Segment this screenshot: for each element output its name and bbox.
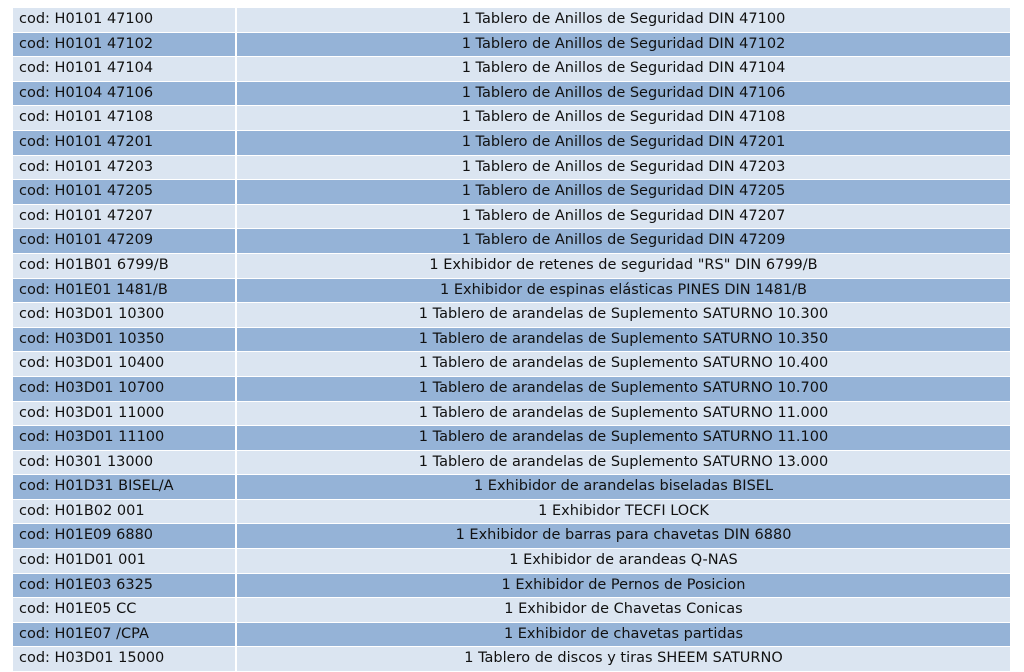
product-code-cell: cod: H03D01 15000 bbox=[13, 647, 236, 672]
product-description-cell: 1 Exhibidor de barras para chavetas DIN 6880 bbox=[236, 524, 1010, 549]
product-code-cell: cod: H01E03 6325 bbox=[13, 573, 236, 598]
table-row bbox=[13, 401, 1010, 426]
product-description-cell: 1 Tablero de Anillos de Seguridad DIN 47100 bbox=[236, 8, 1010, 32]
product-description-cell: 1 Tablero de Anillos de Seguridad DIN 47203 bbox=[236, 155, 1010, 180]
product-code-cell: cod: H01E05 CC bbox=[13, 598, 236, 623]
table-row bbox=[13, 229, 1010, 254]
product-code-cell: cod: H01B02 001 bbox=[13, 499, 236, 524]
product-description-cell: 1 Tablero de arandelas de Suplemento SATURNO 10.350 bbox=[236, 327, 1010, 352]
product-code-cell: cod: H0101 47205 bbox=[13, 180, 236, 205]
product-description-cell: 1 Exhibidor TECFI LOCK bbox=[236, 499, 1010, 524]
table-row bbox=[13, 253, 1010, 278]
product-code-cell: cod: H03D01 10700 bbox=[13, 376, 236, 401]
product-code-cell: cod: H0101 47201 bbox=[13, 130, 236, 155]
table-row bbox=[13, 57, 1010, 82]
product-description-cell: 1 Tablero de arandelas de Suplemento SATURNO 11.100 bbox=[236, 426, 1010, 451]
product-code-cell: cod: H0101 47102 bbox=[13, 32, 236, 57]
table-row bbox=[13, 32, 1010, 57]
product-code-cell: cod: H0101 47100 bbox=[13, 8, 236, 32]
product-description-cell: 1 Tablero de arandelas de Suplemento SATURNO 11.000 bbox=[236, 401, 1010, 426]
product-description-cell: 1 Exhibidor de arandelas biseladas BISEL bbox=[236, 475, 1010, 500]
product-code-cell: cod: H0101 47207 bbox=[13, 204, 236, 229]
table-row bbox=[13, 130, 1010, 155]
table-row bbox=[13, 475, 1010, 500]
product-description-cell: 1 Tablero de Anillos de Seguridad DIN 47102 bbox=[236, 32, 1010, 57]
product-description-cell: 1 Tablero de Anillos de Seguridad DIN 47106 bbox=[236, 81, 1010, 106]
table-row bbox=[13, 450, 1010, 475]
product-description-cell: 1 Exhibidor de chavetas partidas bbox=[236, 622, 1010, 647]
table-row bbox=[13, 598, 1010, 623]
product-description-cell: 1 Tablero de Anillos de Seguridad DIN 47108 bbox=[236, 106, 1010, 131]
product-code-table bbox=[13, 8, 1010, 672]
table-row bbox=[13, 499, 1010, 524]
product-code-cell: cod: H0104 47106 bbox=[13, 81, 236, 106]
table-row bbox=[13, 180, 1010, 205]
product-code-cell: cod: H01D01 001 bbox=[13, 549, 236, 574]
product-description-cell: 1 Exhibidor de arandeas Q-NAS bbox=[236, 549, 1010, 574]
product-code-cell: cod: H03D01 10400 bbox=[13, 352, 236, 377]
product-code-cell: cod: H01E01 1481/B bbox=[13, 278, 236, 303]
product-description-cell: 1 Tablero de arandelas de Suplemento SATURNO 13.000 bbox=[236, 450, 1010, 475]
table-row bbox=[13, 204, 1010, 229]
product-description-cell: 1 Tablero de Anillos de Seguridad DIN 47209 bbox=[236, 229, 1010, 254]
product-code-cell: cod: H01B01 6799/B bbox=[13, 253, 236, 278]
product-code-cell: cod: H0101 47108 bbox=[13, 106, 236, 131]
product-description-cell: 1 Tablero de Anillos de Seguridad DIN 47201 bbox=[236, 130, 1010, 155]
table-row bbox=[13, 647, 1010, 672]
product-code-cell: cod: H03D01 11000 bbox=[13, 401, 236, 426]
table-row bbox=[13, 327, 1010, 352]
table-row bbox=[13, 549, 1010, 574]
table-row bbox=[13, 426, 1010, 451]
product-description-cell: 1 Tablero de Anillos de Seguridad DIN 47205 bbox=[236, 180, 1010, 205]
product-description-cell: 1 Tablero de arandelas de Suplemento SATURNO 10.300 bbox=[236, 303, 1010, 328]
product-code-cell: cod: H01E07 /CPA bbox=[13, 622, 236, 647]
product-description-cell: 1 Tablero de discos y tiras SHEEM SATURNO bbox=[236, 647, 1010, 672]
product-code-cell: cod: H0101 47203 bbox=[13, 155, 236, 180]
table-row bbox=[13, 622, 1010, 647]
product-description-cell: 1 Exhibidor de Pernos de Posicion bbox=[236, 573, 1010, 598]
product-description-cell: 1 Tablero de Anillos de Seguridad DIN 47207 bbox=[236, 204, 1010, 229]
product-description-cell: 1 Exhibidor de espinas elásticas PINES DIN 1481/B bbox=[236, 278, 1010, 303]
product-code-cell: cod: H03D01 11100 bbox=[13, 426, 236, 451]
product-description-cell: 1 Tablero de arandelas de Suplemento SATURNO 10.700 bbox=[236, 376, 1010, 401]
product-code-cell: cod: H01D31 BISEL/A bbox=[13, 475, 236, 500]
table-body bbox=[13, 8, 1010, 672]
table-row bbox=[13, 81, 1010, 106]
product-code-cell: cod: H0101 47104 bbox=[13, 57, 236, 82]
product-code-cell: cod: H03D01 10300 bbox=[13, 303, 236, 328]
product-code-cell: cod: H01E09 6880 bbox=[13, 524, 236, 549]
table-row bbox=[13, 155, 1010, 180]
table-row bbox=[13, 106, 1010, 131]
table-row bbox=[13, 376, 1010, 401]
table-row bbox=[13, 303, 1010, 328]
product-code-cell: cod: H03D01 10350 bbox=[13, 327, 236, 352]
product-description-cell: 1 Exhibidor de Chavetas Conicas bbox=[236, 598, 1010, 623]
table-row bbox=[13, 573, 1010, 598]
product-description-cell: 1 Tablero de arandelas de Suplemento SATURNO 10.400 bbox=[236, 352, 1010, 377]
product-code-table-container bbox=[13, 8, 1010, 672]
product-description-cell: 1 Exhibidor de retenes de seguridad "RS" DIN 6799/B bbox=[236, 253, 1010, 278]
table-row bbox=[13, 8, 1010, 32]
table-row bbox=[13, 352, 1010, 377]
product-description-cell: 1 Tablero de Anillos de Seguridad DIN 47104 bbox=[236, 57, 1010, 82]
product-code-cell: cod: H0101 47209 bbox=[13, 229, 236, 254]
table-row bbox=[13, 278, 1010, 303]
product-code-cell: cod: H0301 13000 bbox=[13, 450, 236, 475]
table-row bbox=[13, 524, 1010, 549]
